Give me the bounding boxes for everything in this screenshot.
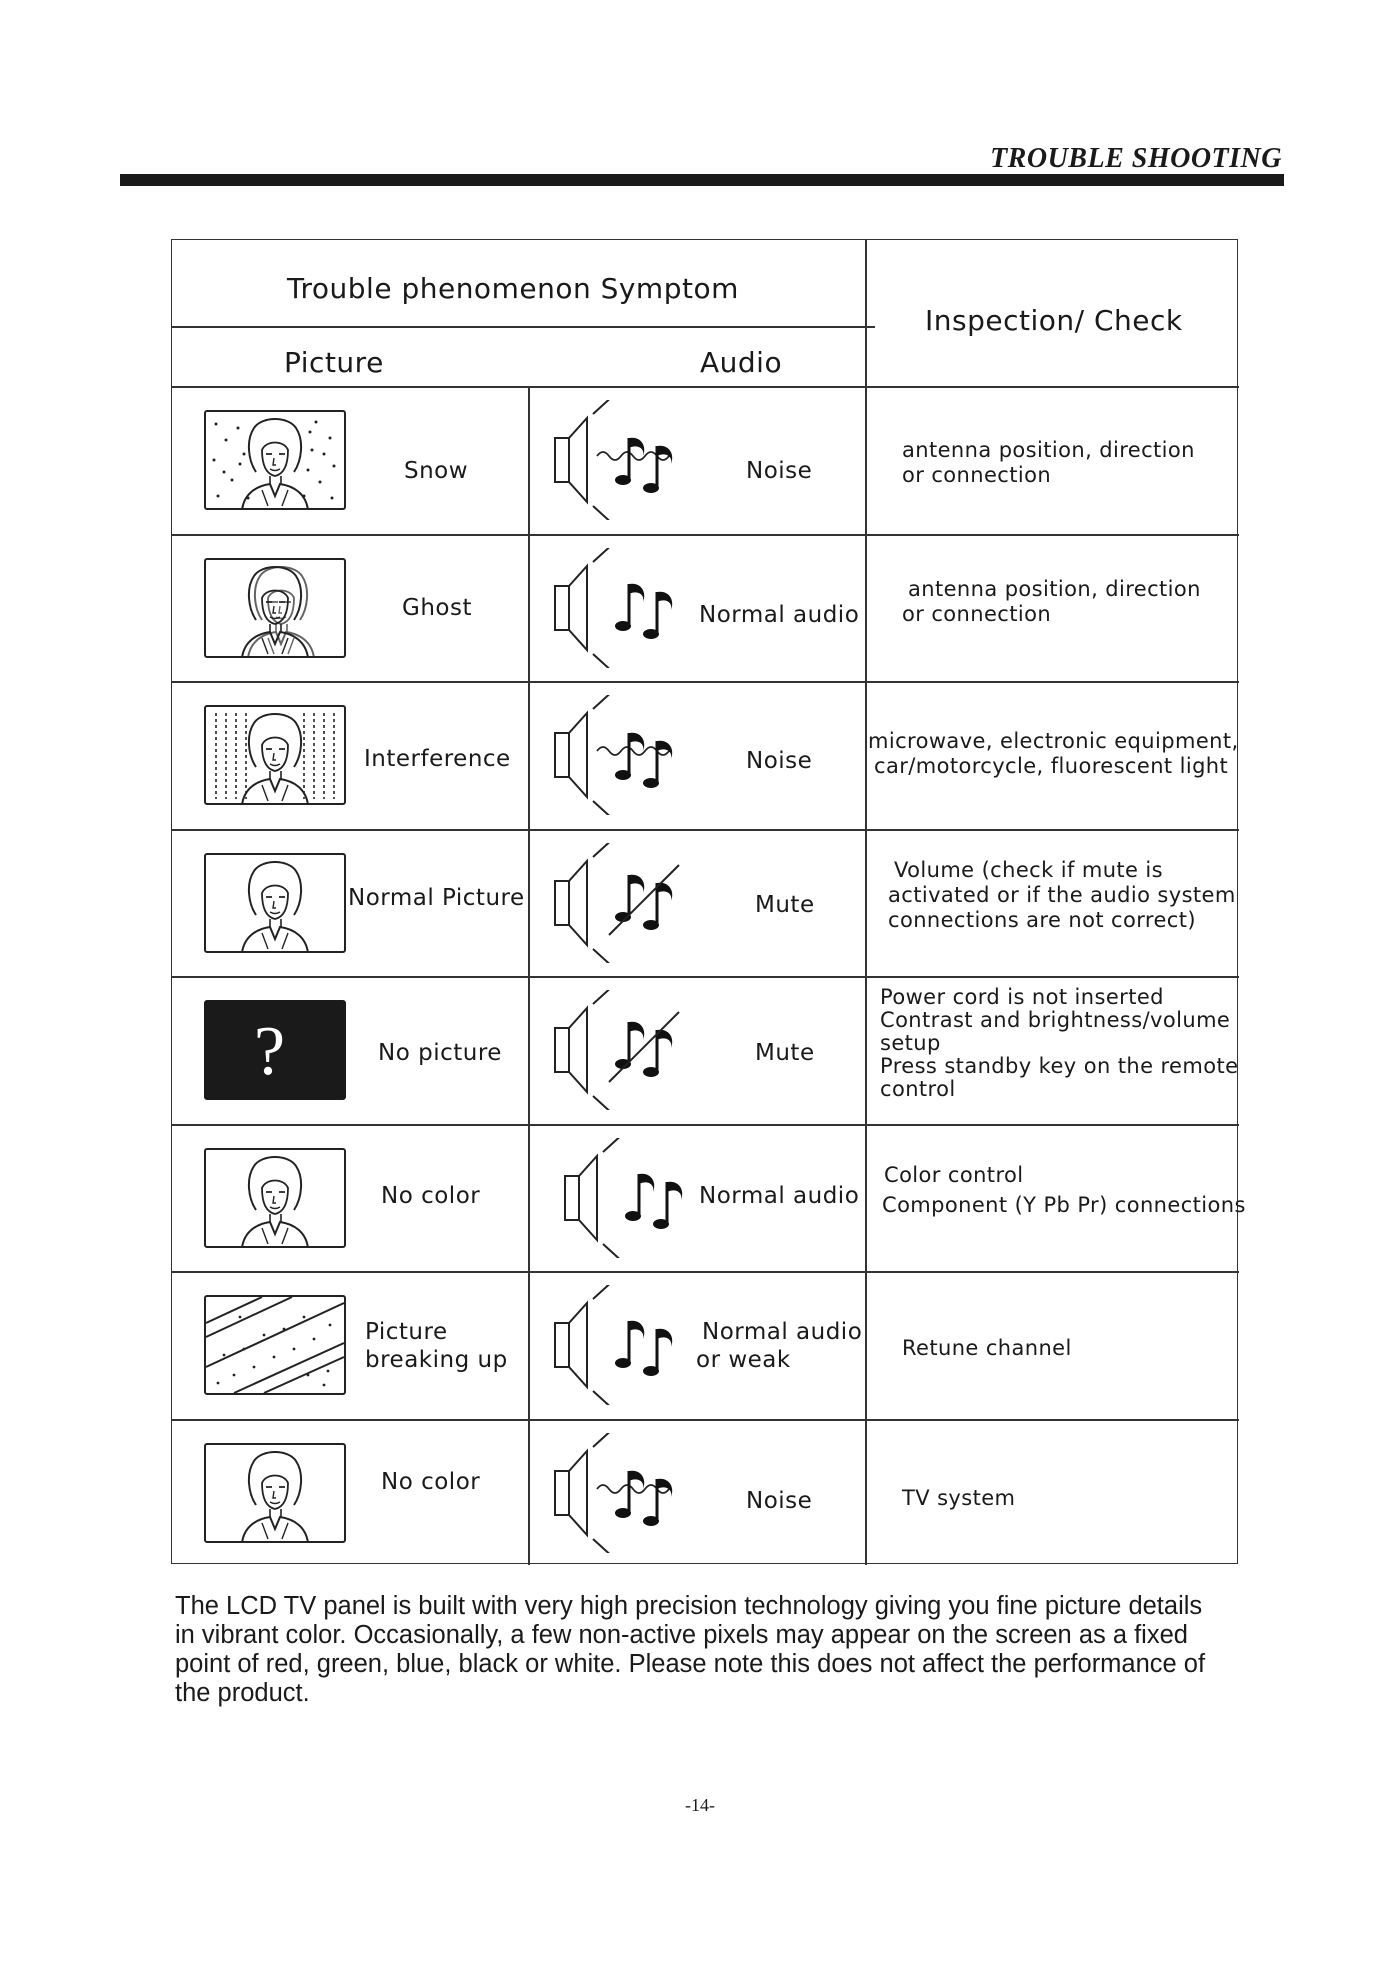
picture-label: Picture breaking up bbox=[365, 1319, 508, 1373]
picture-label: Normal Picture bbox=[348, 885, 525, 911]
grid-line bbox=[172, 1419, 1239, 1421]
no-color-picture-icon bbox=[204, 1443, 346, 1543]
picture-label: No color bbox=[381, 1183, 481, 1209]
noise-speaker-icon bbox=[553, 1433, 703, 1553]
check-text: Volume (check if mute is activated or if the audio system connections are not correct) bbox=[888, 858, 1236, 932]
note-line: The LCD TV panel is built with very high precision technology giving you fine picture details bbox=[175, 1592, 1203, 1620]
note-line: the product. bbox=[175, 1679, 310, 1707]
page-title: TROUBLE SHOOTING bbox=[990, 143, 1282, 174]
picture-label: No color bbox=[381, 1469, 481, 1495]
audio-label: Noise bbox=[746, 458, 813, 484]
audio-label: Noise bbox=[746, 748, 813, 774]
normal-picture-icon bbox=[204, 853, 346, 953]
grid-line bbox=[172, 386, 1239, 388]
interference-picture-icon bbox=[204, 705, 346, 805]
snow-picture-icon bbox=[204, 410, 346, 510]
grid-line bbox=[172, 681, 1239, 683]
grid-line bbox=[172, 534, 1239, 536]
noise-speaker-icon bbox=[553, 695, 703, 815]
normal-audio-speaker-icon bbox=[553, 548, 703, 668]
check-text: Color control Component (Y Pb Pr) connections bbox=[882, 1163, 1246, 1217]
picture-label: Snow bbox=[404, 458, 469, 484]
audio-label: Normal audio bbox=[699, 1183, 860, 1209]
picture-label: Ghost bbox=[402, 595, 472, 621]
picture-label: Interference bbox=[364, 746, 511, 772]
grid-line bbox=[865, 240, 867, 1565]
audio-label: Mute bbox=[755, 892, 815, 918]
mute-speaker-icon bbox=[553, 990, 703, 1110]
check-text: Retune channel bbox=[902, 1336, 1072, 1360]
ghost-picture-icon bbox=[204, 558, 346, 658]
troubleshooting-table bbox=[171, 239, 1246, 1564]
check-text: microwave, electronic equipment, car/motorcycle, fluorescent light bbox=[868, 729, 1239, 778]
check-text: antenna position, direction or connection bbox=[902, 438, 1195, 487]
question-mark-icon: ? bbox=[254, 1013, 286, 1090]
breaking-up-picture-icon bbox=[204, 1295, 346, 1395]
check-header: Inspection/ Check bbox=[925, 304, 1183, 337]
picture-header: Picture bbox=[284, 346, 384, 379]
check-text: Power cord is not inserted Contrast and brightness/volume setup Press standby key on the remote control bbox=[880, 985, 1239, 1101]
grid-line bbox=[172, 1271, 1239, 1273]
picture-label: No picture bbox=[378, 1040, 502, 1066]
grid-line bbox=[172, 829, 1239, 831]
grid-line bbox=[172, 1124, 1239, 1126]
normal-audio-speaker-icon bbox=[563, 1138, 713, 1258]
grid-line bbox=[172, 976, 1239, 978]
header-rule bbox=[120, 174, 1284, 186]
mute-speaker-icon bbox=[553, 843, 703, 963]
note-line: point of red, green, blue, black or white. Please note this does not affect the performance of bbox=[175, 1650, 1206, 1678]
page-number: -14- bbox=[685, 1795, 715, 1815]
audio-header: Audio bbox=[700, 346, 783, 379]
symptom-header: Trouble phenomenon Symptom bbox=[287, 272, 739, 305]
audio-label: Normal audio or weak bbox=[696, 1319, 863, 1373]
check-text: TV system bbox=[902, 1486, 1016, 1510]
check-text: antenna position, direction or connection bbox=[902, 577, 1201, 626]
audio-label: Normal audio bbox=[699, 602, 860, 628]
grid-line bbox=[172, 326, 875, 328]
normal-audio-speaker-icon bbox=[553, 1285, 703, 1405]
lcd-panel-note bbox=[175, 1592, 1275, 1708]
audio-label: Noise bbox=[746, 1488, 813, 1514]
audio-label: Mute bbox=[755, 1040, 815, 1066]
no-color-picture-icon bbox=[204, 1148, 346, 1248]
grid-line bbox=[528, 386, 530, 1565]
note-line: in vibrant color. Occasionally, a few non-active pixels may appear on the screen as a fixed bbox=[175, 1621, 1188, 1649]
noise-speaker-icon bbox=[553, 400, 703, 520]
